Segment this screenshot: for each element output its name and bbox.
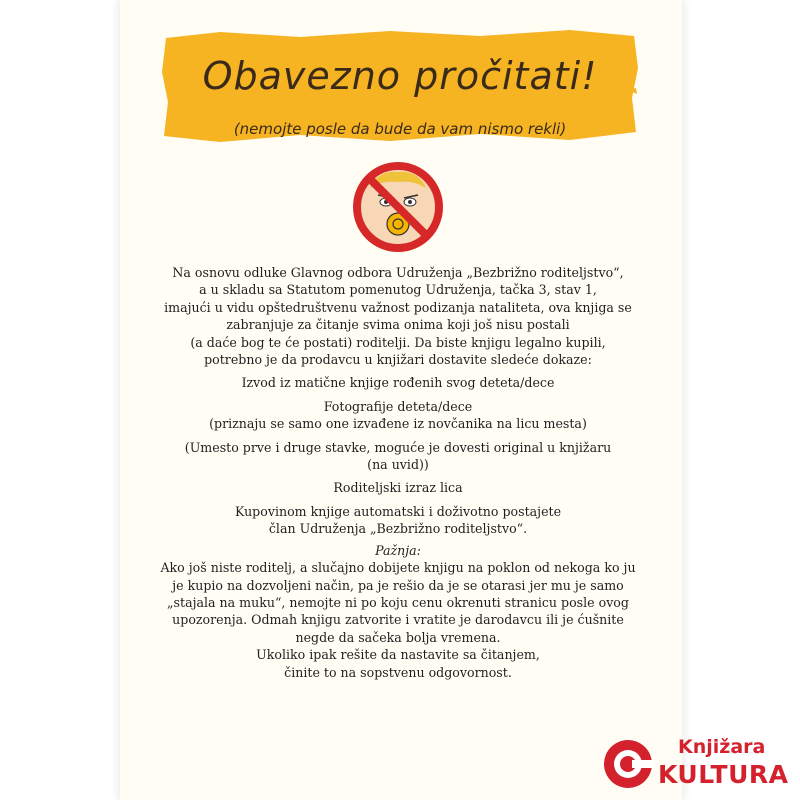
warning-line: negde da sačeka bolja vremena.	[295, 629, 501, 645]
intro-line: (a daće bog te će postati) roditelji. Da biste knjigu legalno kupili,	[190, 334, 606, 350]
intro-line: a u skladu sa Statutom pomenutog Udruženja, tačka 3, stav 1,	[199, 282, 597, 298]
store-logo	[600, 734, 795, 794]
store-name-line2: KULTURA	[658, 760, 789, 789]
intro-line: potrebno je da prodavcu u knjižari dostavite sledeće dokaze:	[204, 352, 592, 368]
store-logo-icon	[602, 738, 654, 790]
proof-facial-expression: Roditeljski izraz lica	[333, 480, 463, 496]
proof-original: (Umesto prve i druge stavke, moguće je dovesti original u knjižaru	[184, 439, 612, 455]
membership-line: član Udruženja „Bezbrižno roditeljstvo“.	[268, 521, 528, 537]
body-text	[160, 264, 636, 681]
intro-line: Na osnovu odluke Glavnog odbora Udruženja „Bezbrižno roditeljstvo“,	[172, 265, 624, 280]
warning-line: činite to na sopstvenu odgovornost.	[284, 664, 512, 680]
banner-title: Obavezno pročitati!	[202, 54, 598, 98]
warning-line: Ako još niste roditelj, a slučajno dobijete knjigu na poklon od nekoga ko ju	[160, 560, 636, 576]
no-baby-icon	[348, 160, 448, 252]
warning-line: Ukoliko ipak rešite da nastavite sa čitanjem,	[256, 647, 540, 663]
proof-original-note: (na uvid))	[367, 457, 429, 473]
membership-line: Kupovinom knjige automatski i doživotno postajete	[234, 503, 562, 519]
proof-birth-certificate: Izvod iz matične knjige rođenih svog deteta/dece	[241, 375, 555, 391]
proof-photos: Fotografije deteta/dece	[323, 398, 473, 414]
warning-line: upozorenja. Odmah knjigu zatvorite i vratite je darodavcu ili je ćušnite	[172, 612, 624, 628]
proof-photos-note: (priznaju se samo one izvađene iz novčanika na licu mesta)	[209, 416, 587, 432]
warning-line: „stajala na muku“, nemojte ni po koju cenu okrenuti stranicu posle ovog	[167, 594, 629, 610]
header-banner	[160, 28, 640, 146]
warning-line: je kupio na dozvoljeni način, pa je rešio da je se otarasi jer mu je samo	[172, 577, 624, 593]
warning-label: Pažnja:	[375, 542, 421, 558]
intro-line: imajući u vidu opštedruštvenu važnost podizanja nataliteta, ova knjiga se	[164, 299, 632, 315]
banner-subtitle: (nemojte posle da bude da vam nismo rekli)	[233, 120, 567, 138]
store-name-line1: Knjižara	[678, 736, 766, 758]
intro-line: zabranjuje za čitanje svima onima koji još nisu postali	[226, 317, 570, 333]
